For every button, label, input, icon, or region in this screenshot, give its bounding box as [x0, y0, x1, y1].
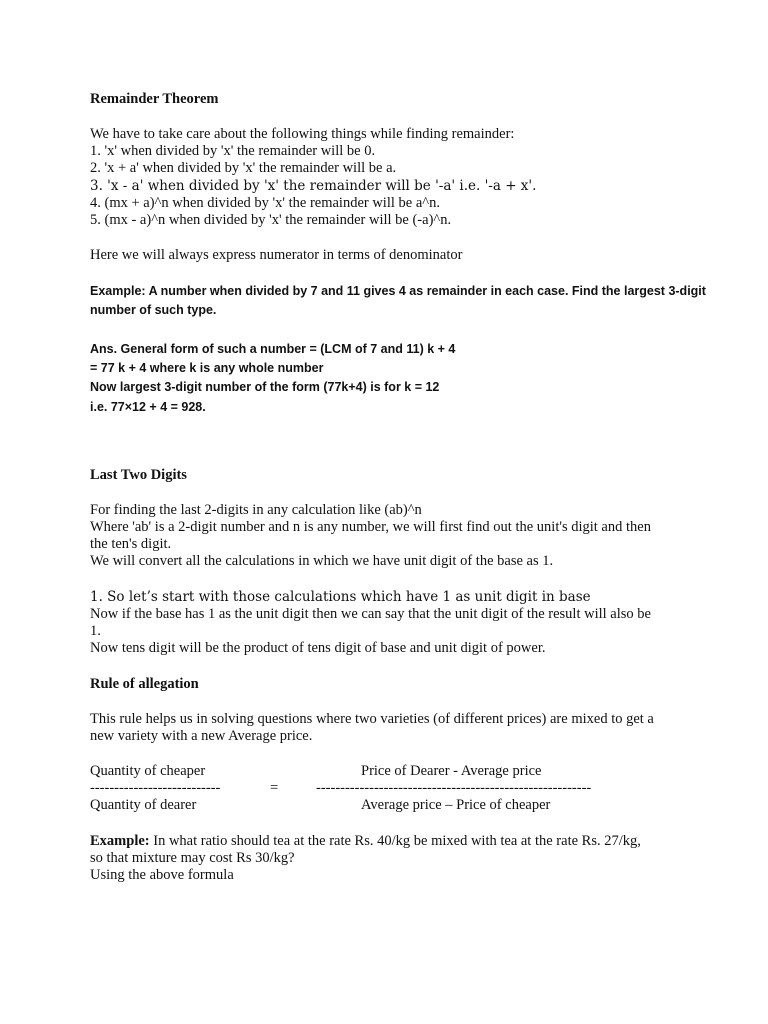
- remainder-item-5: 5. (mx - a)^n when divided by 'x' the remainder will be (-a)^n.: [90, 212, 452, 228]
- last-digits-line-4: We will convert all the calculations in which we have unit digit of the base as 1.: [90, 553, 554, 569]
- remainder-theorem-heading: Remainder Theorem: [90, 91, 219, 107]
- answer-line-1: Ans. General form of such a number = (LCM of 7 and 11) k + 4: [90, 342, 456, 356]
- formula-right-denominator: Average price – Price of cheaper: [361, 797, 551, 813]
- remainder-item-4: 4. (mx + a)^n when divided by 'x' the remainder will be a^n.: [90, 195, 440, 211]
- remainder-example-line-1: Example: A number when divided by 7 and 11 gives 4 as remainder in each case. Find the largest 3-digit: [90, 284, 706, 298]
- unit-digit-one-line-4: Now tens digit will be the product of tens digit of base and unit digit of power.: [90, 640, 546, 656]
- remainder-intro: We have to take care about the following things while finding remainder:: [90, 126, 515, 142]
- rule-of-allegation-heading: Rule of allegation: [90, 676, 199, 692]
- last-digits-line-2: Where 'ab' is a 2-digit number and n is any number, we will first find out the unit's digit and then: [90, 519, 651, 535]
- last-digits-line-3: the ten's digit.: [90, 536, 172, 552]
- allegation-intro-line-1: This rule helps us in solving questions where two varieties (of different prices) are mixed to get a: [90, 711, 654, 727]
- last-two-digits-heading: Last Two Digits: [90, 467, 187, 483]
- unit-digit-one-line-3: 1.: [90, 623, 101, 639]
- remainder-item-1: 1. 'x' when divided by 'x' the remainder will be 0.: [90, 143, 376, 159]
- formula-left-denominator: Quantity of dearer: [90, 797, 197, 813]
- remainder-item-3: 3. 'x - a' when divided by 'x' the remainder will be '-a' i.e. '-a + x'.: [90, 178, 537, 194]
- remainder-example-line-2: number of such type.: [90, 303, 217, 317]
- last-digits-line-1: For finding the last 2-digits in any calculation like (ab)^n: [90, 502, 422, 518]
- allegation-example-line-1: [90, 832, 641, 850]
- remainder-note: Here we will always express numerator in terms of denominator: [90, 247, 463, 263]
- allegation-closing-line: Using the above formula: [90, 867, 234, 883]
- formula-right-numerator: Price of Dearer - Average price: [361, 763, 542, 779]
- allegation-example-line-2: so that mixture may cost Rs 30/kg?: [90, 850, 295, 866]
- formula-left-fraction-line: ---------------------------: [90, 780, 221, 796]
- formula-right-fraction-line: ---------------------------------------------------------: [316, 780, 592, 796]
- answer-line-3: Now largest 3-digit number of the form (77k+4) is for k = 12: [90, 380, 440, 394]
- answer-line-4: i.e. 77×12 + 4 = 928.: [90, 400, 206, 414]
- allegation-intro-line-2: new variety with a new Average price.: [90, 728, 313, 744]
- unit-digit-one-line-1: 1. So let’s start with those calculations which have 1 as unit digit in base: [90, 589, 591, 605]
- allegation-example-text: In what ratio should tea at the rate Rs. 40/kg be mixed with tea at the rate Rs. 27/kg,: [149, 833, 641, 849]
- allegation-example-label: Example:: [90, 833, 150, 849]
- unit-digit-one-line-2: Now if the base has 1 as the unit digit then we can say that the unit digit of the result will also be: [90, 606, 651, 622]
- remainder-item-2: 2. 'x + a' when divided by 'x' the remainder will be a.: [90, 160, 397, 176]
- formula-equals-sign: =: [270, 780, 279, 796]
- answer-line-2: = 77 k + 4 where k is any whole number: [90, 361, 324, 375]
- formula-left-numerator: Quantity of cheaper: [90, 763, 206, 779]
